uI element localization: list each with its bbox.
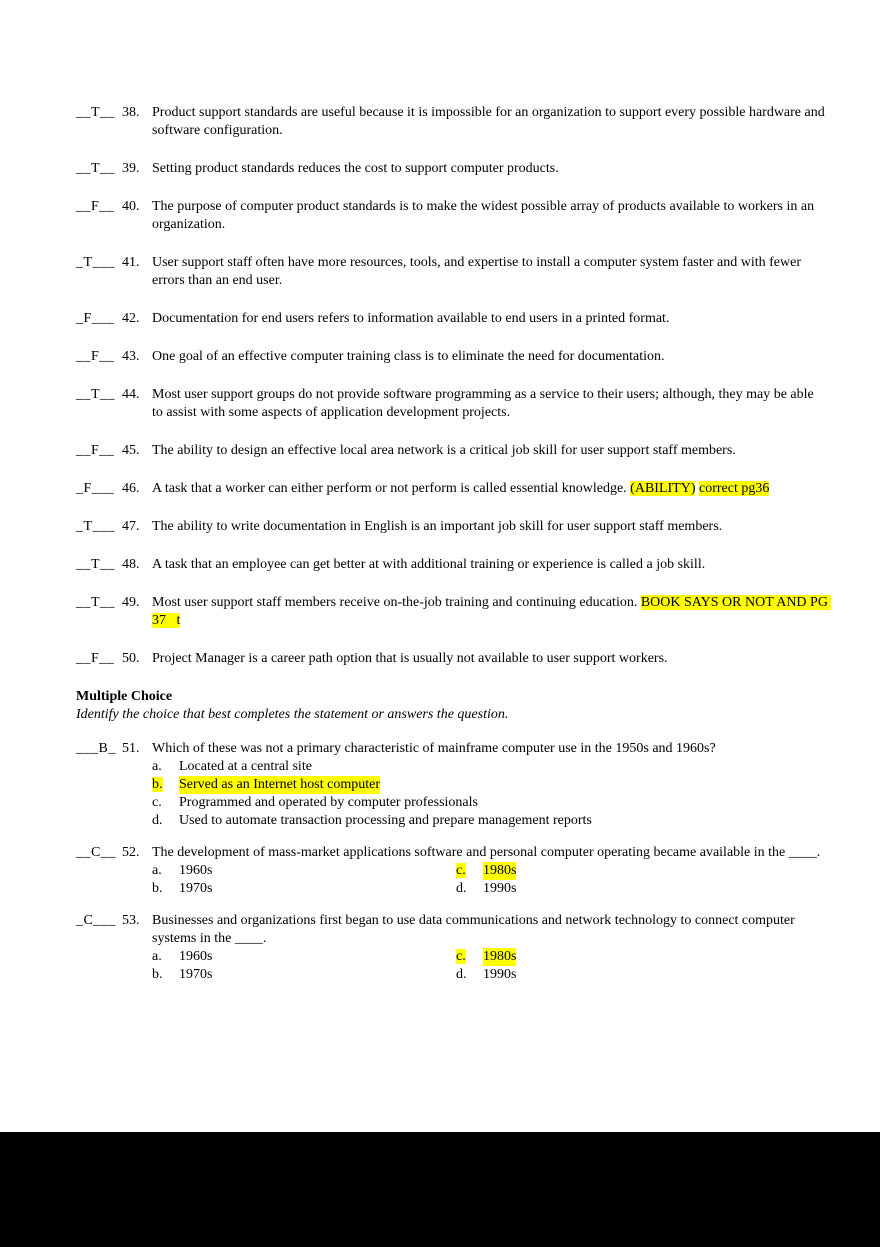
- option-letter-cell: [152, 794, 179, 812]
- option-letter: b.: [152, 881, 163, 896]
- option-letter-cell: [456, 862, 483, 880]
- tf-question-row: [76, 104, 828, 140]
- question-number: 47.: [122, 519, 140, 534]
- option-letter: d.: [456, 967, 467, 982]
- option-text: Located at a central site: [179, 759, 312, 774]
- option-letter-cell: [152, 880, 179, 898]
- question-number: 41.: [122, 255, 140, 270]
- answer-blank: _C___: [76, 913, 116, 928]
- text-segment: The purpose of computer product standards is to make the widest possible array of products available to workers in an organization.: [152, 199, 818, 232]
- mc-question-row: [76, 740, 828, 830]
- text-segment: Documentation for end users refers to information available to end users in a printed format.: [152, 311, 670, 326]
- answer-blank: _F___: [76, 311, 115, 326]
- option-letter-cell: [152, 966, 179, 984]
- mc-question-row: [76, 844, 828, 898]
- answer-blank: ___B_: [76, 741, 116, 756]
- choice-options: [152, 948, 828, 984]
- question-text: [152, 160, 828, 178]
- answer-blank: __F__: [76, 199, 115, 214]
- question-text: [152, 844, 828, 898]
- answer-blank: __C__: [76, 845, 116, 860]
- option-text: 1990s: [483, 967, 517, 982]
- answer-blank: _F___: [76, 481, 115, 496]
- question-text: [152, 104, 828, 140]
- tf-question-row: [76, 386, 828, 422]
- question-number: 39.: [122, 161, 140, 176]
- choice-option: [152, 758, 828, 776]
- answer-blank: _T___: [76, 255, 116, 270]
- choice-option: [152, 794, 828, 812]
- multiple-choice-list: [76, 740, 828, 984]
- question-text: [152, 310, 828, 328]
- choice-option: [456, 862, 828, 880]
- tf-question-row: [76, 556, 828, 574]
- choice-option: [456, 948, 828, 966]
- option-letter-cell: [152, 776, 179, 794]
- tf-question-row: [76, 442, 828, 460]
- multiple-choice-section: [76, 688, 828, 984]
- option-letter: d.: [152, 813, 163, 828]
- text-segment: A task that a worker can either perform or not perform is called essential knowledge.: [152, 481, 631, 496]
- question-number: 51.: [122, 741, 140, 756]
- answer-blank: __F__: [76, 443, 115, 458]
- text-segment: Product support standards are useful because it is impossible for an organization to support every possible hardware and software configuration.: [152, 105, 829, 138]
- question-number: 38.: [122, 105, 140, 120]
- answer-blank: __T__: [76, 595, 116, 610]
- option-text: Programmed and operated by computer professionals: [179, 795, 478, 810]
- choice-option: [456, 880, 828, 898]
- option-text: 1960s: [179, 949, 213, 964]
- question-stem: [152, 912, 828, 948]
- option-letter-cell: [456, 966, 483, 984]
- question-number: 43.: [122, 349, 140, 364]
- tf-question-row: [76, 198, 828, 234]
- option-text: 1970s: [179, 967, 213, 982]
- question-number: 40.: [122, 199, 140, 214]
- text-segment: Which of these was not a primary characteristic of mainframe computer use in the 1950s and 1960s?: [152, 741, 716, 756]
- question-number: 45.: [122, 443, 140, 458]
- option-text: 1960s: [179, 863, 213, 878]
- text-segment: Most user support groups do not provide software programming as a service to their users; although, they may be able to assist with some aspects of application development projects.: [152, 387, 818, 420]
- question-number: 42.: [122, 311, 140, 326]
- answer-blank: _T___: [76, 519, 116, 534]
- option-text-highlighted: 1980s: [483, 949, 517, 964]
- question-number: 46.: [122, 481, 140, 496]
- question-number: 53.: [122, 913, 140, 928]
- choice-option: [152, 862, 456, 880]
- choice-options: [152, 862, 828, 898]
- answer-blank: __T__: [76, 161, 116, 176]
- option-text-highlighted: Served as an Internet host computer: [179, 777, 380, 792]
- page-footer-black-bar: [0, 1132, 880, 1247]
- text-segment: The ability to write documentation in English is an important job skill for user support staff members.: [152, 519, 723, 534]
- answer-blank: __T__: [76, 105, 116, 120]
- option-text: 1990s: [483, 881, 517, 896]
- highlighted-text: BOOK SAYS OR NOT AND PG 37 t: [152, 595, 832, 628]
- text-segment: The ability to design an effective local area network is a critical job skill for user support staff members.: [152, 443, 736, 458]
- question-text: [152, 198, 828, 234]
- question-number: 48.: [122, 557, 140, 572]
- choice-option: [152, 948, 456, 966]
- multiple-choice-heading: Multiple Choice: [76, 689, 173, 704]
- highlighted-text: correct pg36: [698, 481, 770, 496]
- question-number: 50.: [122, 651, 140, 666]
- tf-question-row: [76, 480, 828, 498]
- answer-blank: __T__: [76, 557, 116, 572]
- question-text: [152, 386, 828, 422]
- question-text: [152, 650, 828, 668]
- question-text: [152, 518, 828, 536]
- option-letter-cell: [152, 862, 179, 880]
- tf-question-row: [76, 650, 828, 668]
- answer-blank: __F__: [76, 651, 115, 666]
- option-letter: b.: [152, 777, 163, 792]
- option-letter: b.: [152, 967, 163, 982]
- multiple-choice-instruction: Identify the choice that best completes the statement or answers the question.: [76, 707, 509, 722]
- option-letter: c.: [152, 795, 162, 810]
- text-segment: Most user support staff members receive on-the-job training and continuing education.: [152, 595, 641, 610]
- tf-question-row: [76, 594, 832, 630]
- question-text: [152, 594, 832, 630]
- choice-option: [152, 776, 828, 794]
- option-letter-cell: [456, 948, 483, 966]
- question-text: [152, 480, 828, 498]
- question-text: [152, 556, 828, 574]
- option-letter: c.: [456, 949, 466, 964]
- text-segment: Project Manager is a career path option that is usually not available to user support workers.: [152, 651, 668, 666]
- choice-options: [152, 758, 828, 830]
- question-stem: [152, 740, 828, 758]
- text-segment: User support staff often have more resources, tools, and expertise to install a computer system faster and with fewer errors than an end user.: [152, 255, 805, 288]
- answer-blank: __T__: [76, 387, 116, 402]
- tf-question-row: [76, 348, 828, 366]
- question-text: [152, 442, 828, 460]
- option-letter-cell: [456, 880, 483, 898]
- choice-option: [152, 880, 456, 898]
- option-text: 1970s: [179, 881, 213, 896]
- question-number: 44.: [122, 387, 140, 402]
- text-segment: Businesses and organizations first began to use data communications and network technology to connect computer systems in the ____.: [152, 913, 799, 946]
- option-letter: d.: [456, 881, 467, 896]
- choice-option: [152, 966, 456, 984]
- option-text-highlighted: 1980s: [483, 863, 517, 878]
- tf-question-row: [76, 254, 828, 290]
- question-text: [152, 912, 828, 984]
- text-segment: The development of mass-market applications software and personal computer operating became available in the ____.: [152, 845, 821, 860]
- question-text: [152, 740, 828, 830]
- question-number: 52.: [122, 845, 140, 860]
- option-letter: a.: [152, 863, 162, 878]
- text-segment: One goal of an effective computer training class is to eliminate the need for documentation.: [152, 349, 665, 364]
- tf-question-row: [76, 160, 828, 178]
- text-segment: A task that an employee can get better at with additional training or experience is called a job skill.: [152, 557, 706, 572]
- choice-option: [456, 966, 828, 984]
- tf-question-row: [76, 518, 828, 536]
- question-text: [152, 348, 828, 366]
- option-letter: a.: [152, 759, 162, 774]
- question-number: 49.: [122, 595, 140, 610]
- option-letter: a.: [152, 949, 162, 964]
- choice-option: [152, 812, 828, 830]
- text-segment: Setting product standards reduces the cost to support computer products.: [152, 161, 559, 176]
- option-text: Used to automate transaction processing and prepare management reports: [179, 813, 592, 828]
- option-letter-cell: [152, 758, 179, 776]
- question-stem: [152, 844, 828, 862]
- option-letter: c.: [456, 863, 466, 878]
- answer-blank: __F__: [76, 349, 115, 364]
- true-false-section: [76, 104, 832, 668]
- option-letter-cell: [152, 812, 179, 830]
- question-text: [152, 254, 828, 290]
- tf-question-row: [76, 310, 828, 328]
- highlighted-text: (ABILITY): [630, 481, 696, 496]
- mc-question-row: [76, 912, 828, 984]
- option-letter-cell: [152, 948, 179, 966]
